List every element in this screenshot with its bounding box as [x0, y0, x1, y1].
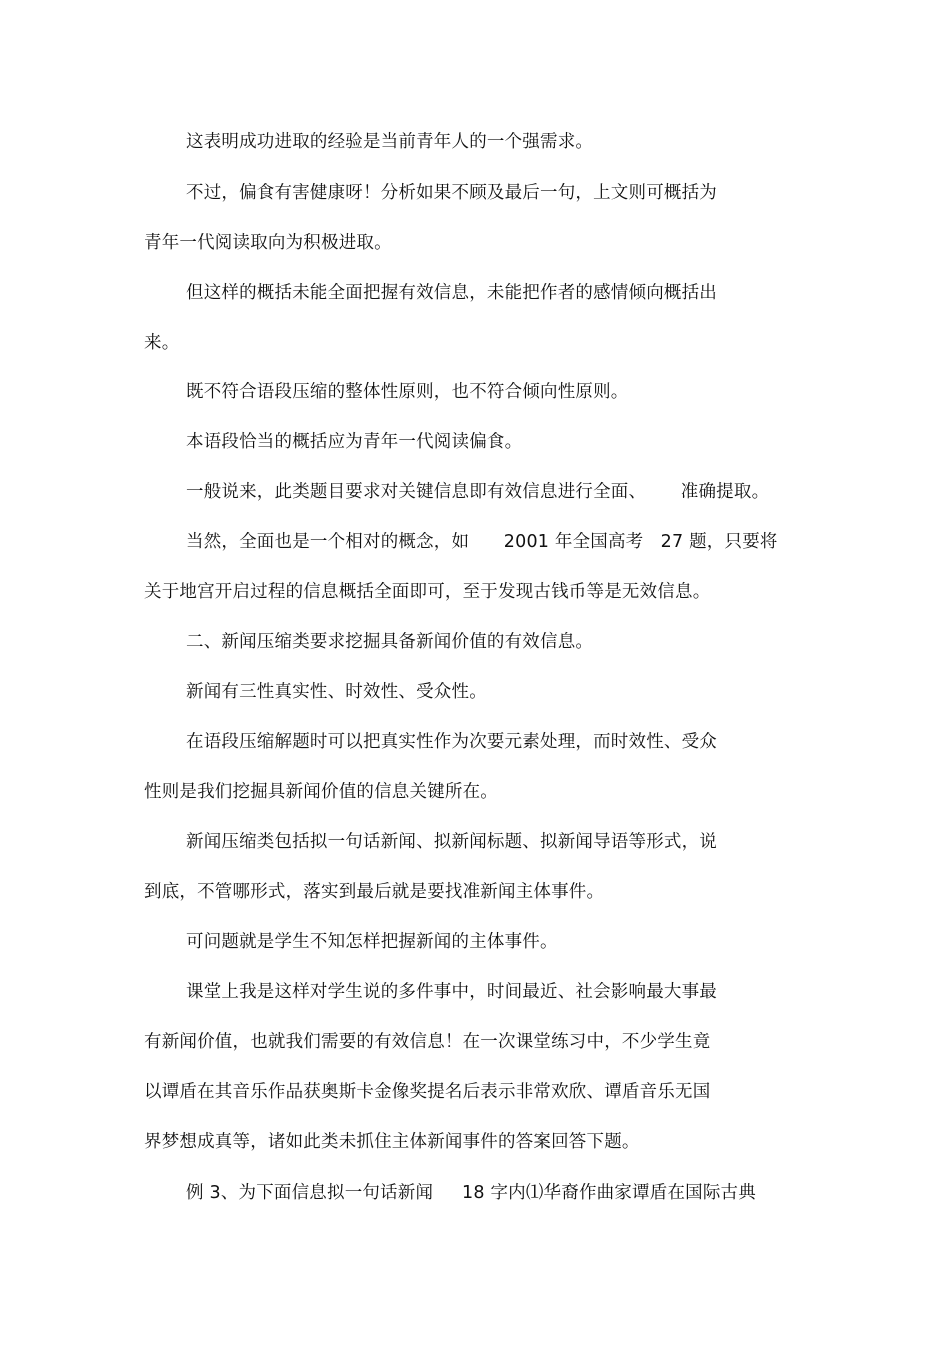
paragraph-line: 既不符合语段压缩的整体性原则，也不符合倾向性原则。 — [186, 382, 629, 402]
paragraph-line: 但这样的概括未能全面把握有效信息，未能把作者的感情倾向概括出 — [186, 283, 717, 303]
paragraph-line: 到底，不管哪形式，落实到最后就是要找准新闻主体事件。 — [144, 882, 605, 902]
paragraph-line: 以谭盾在其音乐作品获奥斯卡金像奖提名后表示非常欢欣、谭盾音乐无国 — [144, 1082, 711, 1102]
paragraph-line: 新闻压缩类包括拟一句话新闻、拟新闻标题、拟新闻导语等形式，说 — [186, 832, 717, 852]
paragraph-line: 性则是我们挖掘具新闻价值的信息关键所在。 — [144, 782, 498, 802]
paragraph-line: 这表明成功进取的经验是当前青年人的一个强需求。 — [186, 132, 594, 152]
paragraph-line: 本语段恰当的概括应为青年一代阅读偏食。 — [186, 432, 523, 452]
paragraph-line: 青年一代阅读取向为积极进取。 — [144, 233, 392, 253]
paragraph-line: 例 3、为下面信息拟一句话新闻 18 字内⑴华裔作曲家谭盾在国际古典 — [186, 1183, 756, 1203]
paragraph-line: 可问题就是学生不知怎样把握新闻的主体事件。 — [186, 932, 558, 952]
paragraph-line: 关于地宫开启过程的信息概括全面即可，至于发现古钱币等是无效信息。 — [144, 582, 711, 602]
paragraph-line: 课堂上我是这样对学生说的多件事中，时间最近、社会影响最大事最 — [186, 982, 717, 1002]
paragraph-line: 新闻有三性真实性、时效性、受众性。 — [186, 682, 487, 702]
paragraph-line: 来。 — [144, 333, 180, 353]
paragraph-line: 一般说来，此类题目要求对关键信息即有效信息进行全面、 准确提取。 — [186, 482, 770, 502]
paragraph-line: 在语段压缩解题时可以把真实性作为次要元素处理，而时效性、受众 — [186, 732, 717, 752]
paragraph-line: 不过，偏食有害健康呀！分析如果不顾及最后一句，上文则可概括为 — [186, 183, 717, 203]
paragraph-line: 当然，全面也是一个相对的概念，如 2001 年全国高考 27 题，只要将 — [186, 532, 778, 552]
paragraph-line: 界梦想成真等，诸如此类未抓住主体新闻事件的答案回答下题。 — [144, 1132, 640, 1152]
paragraph-line: 二、新闻压缩类要求挖掘具备新闻价值的有效信息。 — [186, 632, 594, 652]
paragraph-line: 有新闻价值，也就我们需要的有效信息！在一次课堂练习中，不少学生竟 — [144, 1032, 711, 1052]
